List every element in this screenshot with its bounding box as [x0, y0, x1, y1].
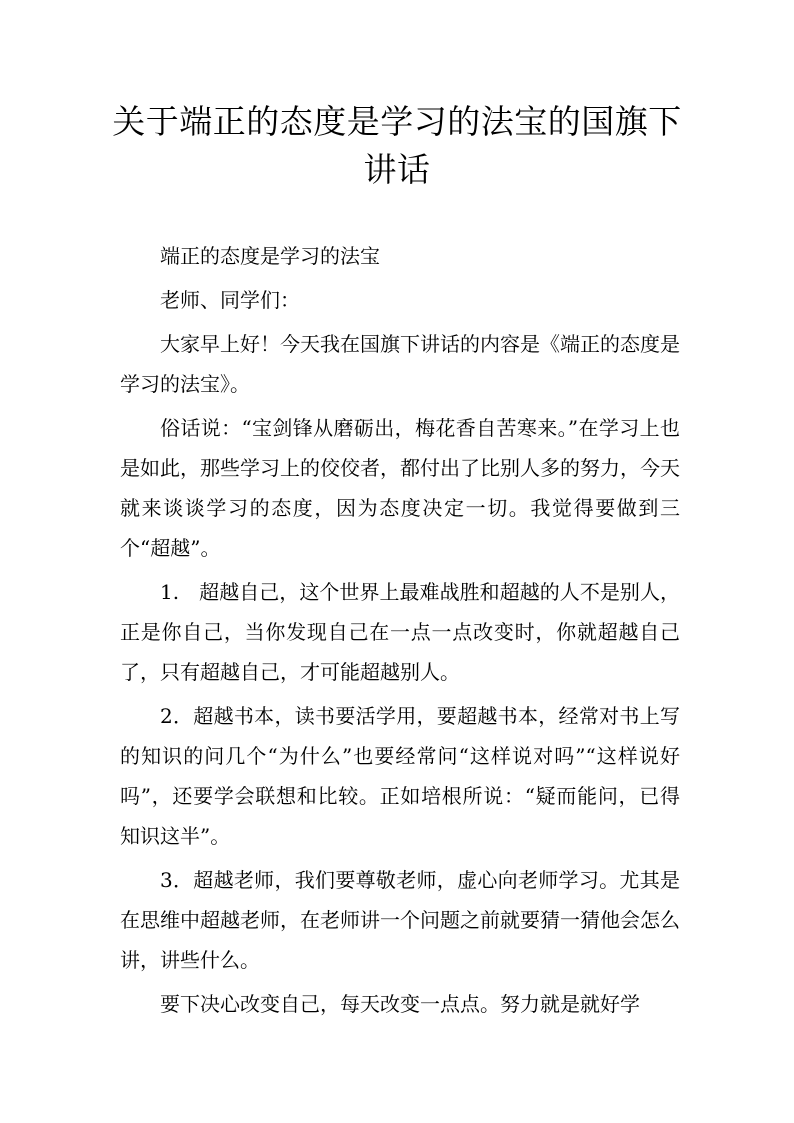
body-paragraph: 2．超越书本，读书要活学用，要超越书本，经常对书上写的知识的问几个“为什么”也要经常问“这样说对吗”“这样说好吗”，还要学会联想和比较。正如培根所说：“疑而能问，已得知识这半”。 — [120, 704, 680, 848]
document-title: 关于端正的态度是学习的法宝的国旗下讲话 — [112, 102, 682, 189]
body-paragraph: 俗话说：“宝剑锋从磨砺出，梅花香自苦寒来。”在学习上也是如此，那些学习上的佼佼者，都付出了比别人多的努力，今天就来谈谈学习的态度，因为态度决定一切。我觉得要做到三个“超越”。 — [120, 416, 680, 560]
body-paragraph: 要下决心改变自己，每天改变一点点。努力就是就好学 — [160, 992, 640, 1016]
document-body — [120, 236, 680, 1028]
body-paragraph: 1. 超越自己，这个世界上最难战胜和超越的人不是别人，正是你自己，当你发现自己在一点一点改变时，你就超越自己了，只有超越自己，才可能超越别人。 — [120, 580, 680, 684]
salutation-paragraph: 老师、同学们： — [160, 288, 300, 312]
body-paragraph: 3．超越老师，我们要尊敬老师，虚心向老师学习。尤其是在思维中超越老师，在老师讲一个问题之前就要猜一猜他会怎么讲，讲些什么。 — [120, 868, 680, 972]
subtitle-paragraph: 端正的态度是学习的法宝 — [160, 244, 380, 268]
body-paragraph: 大家早上好！今天我在国旗下讲话的内容是《端正的态度是学习的法宝》。 — [120, 332, 680, 396]
